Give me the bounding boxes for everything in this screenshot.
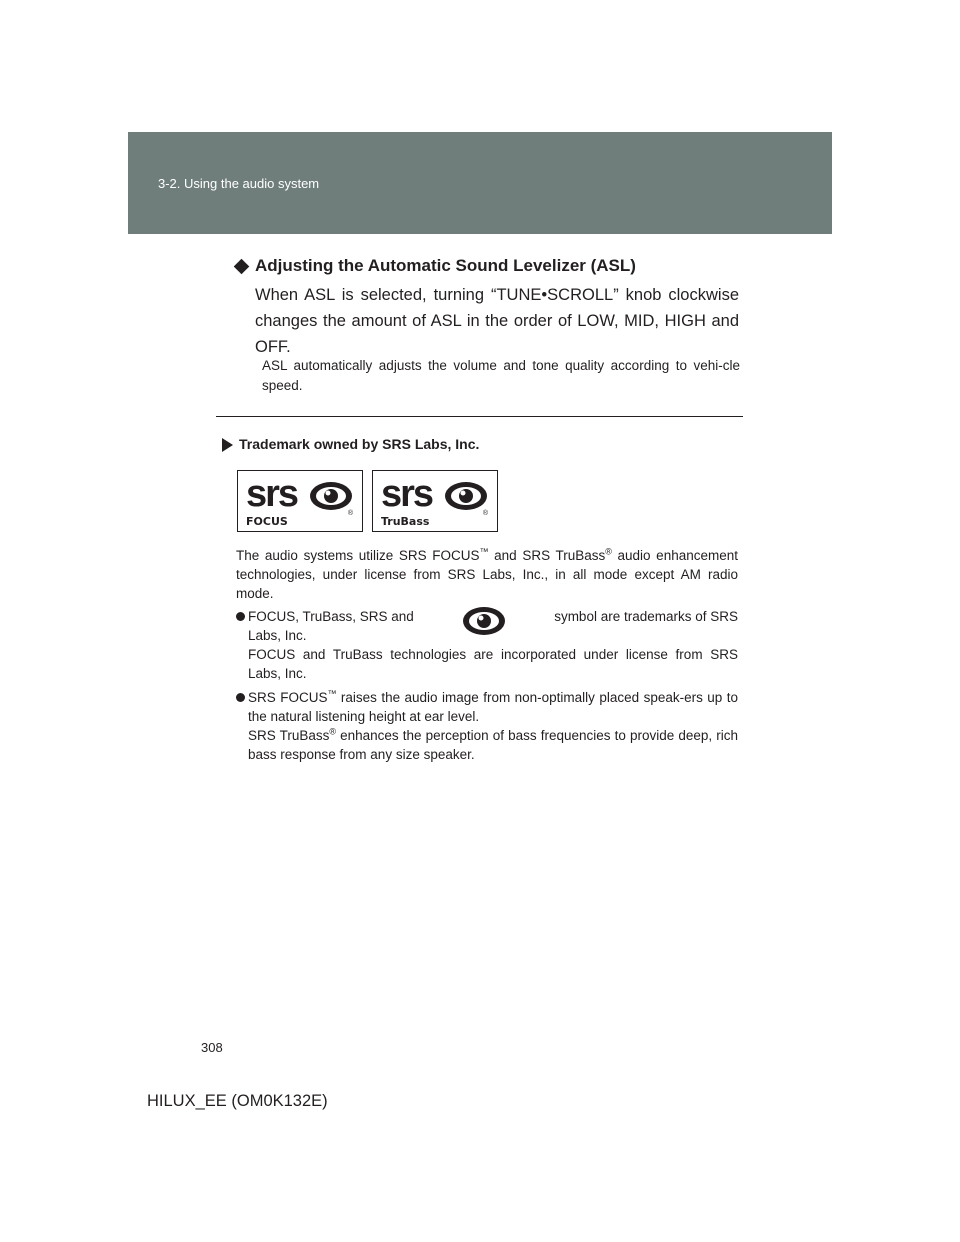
logo-subtitle: FOCUS: [246, 515, 288, 528]
logo-word: srs: [246, 473, 298, 515]
logo-subtitle: TruBass: [381, 515, 430, 528]
logo-word: srs: [381, 473, 433, 515]
triangle-bullet-icon: [222, 438, 233, 452]
asl-heading: Adjusting the Automatic Sound Levelizer (ASL): [236, 256, 636, 276]
srs-trubass-logo: [372, 470, 498, 532]
bullet-srs-description: SRS FOCUS™ raises the audio image from non-optimally placed speak-ers up to the natural listening height at ear level. SRS TruBass® enhances the perception of bass frequencies to provide deep, rich bass response from any size speaker.: [236, 688, 738, 764]
trademark-paragraph: The audio systems utilize SRS FOCUS™ and SRS TruBass® audio enhancement technologies, under license from SRS Labs, Inc., in all mode except AM radio mode.: [236, 546, 738, 601]
trademark-heading: Trademark owned by SRS Labs, Inc.: [222, 436, 479, 452]
asl-note: ASL automatically adjusts the volume and tone quality according to vehi-cle speed.: [262, 358, 740, 393]
asl-body: When ASL is selected, turning “TUNE•SCROLL” knob clockwise changes the amount of ASL in the order of LOW, MID, HIGH and OFF.: [255, 286, 739, 356]
divider: [216, 416, 743, 417]
square-bullet-icon: [234, 259, 250, 275]
tm-mark: ™: [479, 546, 489, 557]
bullet-trademarks: FOCUS, TruBass, SRS and symbol are trademarks of SRS Labs, Inc. FOCUS and TruBass technologies are incorporated under license from SRS Labs, Inc.: [236, 607, 738, 683]
srs-eye-icon: [308, 479, 354, 513]
document-code: HILUX_EE (OM0K132E): [147, 1092, 328, 1110]
logo-reg-mark: ®: [482, 510, 488, 517]
section-title: 3-2. Using the audio system: [158, 176, 320, 191]
bullet-dot-icon: [236, 693, 245, 702]
page-number: 308: [201, 1040, 223, 1055]
srs-eye-icon: [443, 479, 489, 513]
srs-focus-logo: [237, 470, 363, 532]
bullet-dot-icon: [236, 612, 245, 621]
reg-mark: ®: [605, 546, 612, 557]
logo-reg-mark: ®: [347, 510, 353, 517]
srs-eye-icon: [461, 604, 507, 638]
